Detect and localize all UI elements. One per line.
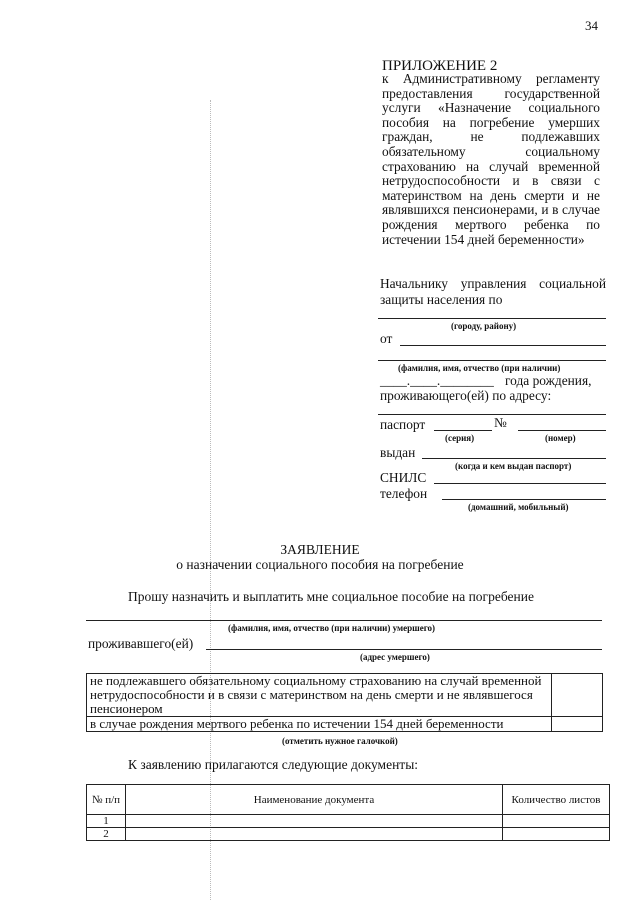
residing-label: проживающего(ей) по адресу: [380,388,552,403]
table-header-row [87,785,610,815]
statement-title: ЗАЯВЛЕНИЕ [280,542,360,557]
phone-caption: (домашний, мобильный) [468,502,569,512]
option-text: не подлежавшего обязательному социальному страхованию на случай временной нетрудоспособности и в связи с материнством на день смерти и не являвшегося пенсионером [87,674,552,717]
deceased-name-line[interactable] [86,620,602,621]
option-row [87,717,603,732]
row-name[interactable] [126,815,503,828]
name-caption: (фамилия, имя, отчество (при наличии) [398,363,561,373]
row-name[interactable] [126,828,503,841]
address-line[interactable] [378,414,606,415]
statement-request: Прошу назначить и выплатить мне социальное пособие на погребение [128,589,534,604]
snils-line[interactable] [434,483,606,484]
birth-label: года рождения, [505,373,592,388]
city-caption: (городу, району) [451,321,517,331]
row-num: 2 [87,828,126,841]
address-caption: (адрес умершего) [360,652,430,662]
issued-caption: (когда и кем выдан паспорт) [455,461,572,471]
table-row [87,828,610,841]
check-caption: (отметить нужное галочкой) [282,736,398,746]
phone-line[interactable] [442,499,606,500]
addressee-text: Начальнику управления социальной защиты населения по [380,276,606,307]
header-name: Наименование документа [126,785,503,815]
snils-label: СНИЛС [380,470,427,485]
birth-date-field[interactable]: ____.____.________ [380,373,494,388]
series-caption: (серия) [445,433,475,443]
table-row [87,815,610,828]
deceased-caption: (фамилия, имя, отчество (при наличии) умершего) [228,623,436,633]
statement-subtitle: о назначении социального пособия на погребение [176,557,464,572]
attached-text: К заявлению прилагаются следующие документы: [128,757,419,772]
number-sign: № [494,415,507,430]
row-num: 1 [87,815,126,828]
phone-label: телефон [380,486,428,501]
option-checkbox[interactable] [552,717,603,732]
page-fold-line [210,100,211,900]
documents-table [86,784,610,841]
deceased-address-line[interactable] [206,649,602,650]
passport-series-line[interactable] [434,430,492,431]
issued-label: выдан [380,445,416,460]
lived-label: проживавшего(ей) [88,636,194,651]
from-line[interactable] [400,345,606,346]
page-number: 34 [585,18,598,33]
issued-line[interactable] [422,458,606,459]
appendix-text: к Административному регламенту предоставления государственной услуги «Назначение социального пособия на погребение умерших граждан, не подлежавших обязательному социальному страхованию на случай временной нетрудоспособности и в связи с материнством на день смерти и не являвшихся пенсионерами, и в случае рождения мертвого ребенка по истечении 154 дней беременности» [382,71,600,247]
row-count[interactable] [503,815,610,828]
option-row [87,674,603,717]
appendix-title: ПРИЛОЖЕНИЕ 2 [382,58,498,74]
option-text: в случае рождения мертвого ребенка по истечении 154 дней беременности [87,717,552,732]
header-count: Количество листов [503,785,610,815]
city-line[interactable] [378,318,606,319]
header-num: № п/п [87,785,126,815]
number-caption: (номер) [545,433,576,443]
options-table [86,673,603,732]
passport-label: паспорт [380,417,426,432]
option-checkbox[interactable] [552,674,603,717]
name-line[interactable] [378,360,606,361]
row-count[interactable] [503,828,610,841]
passport-number-line[interactable] [518,430,606,431]
from-label: от [380,331,393,346]
